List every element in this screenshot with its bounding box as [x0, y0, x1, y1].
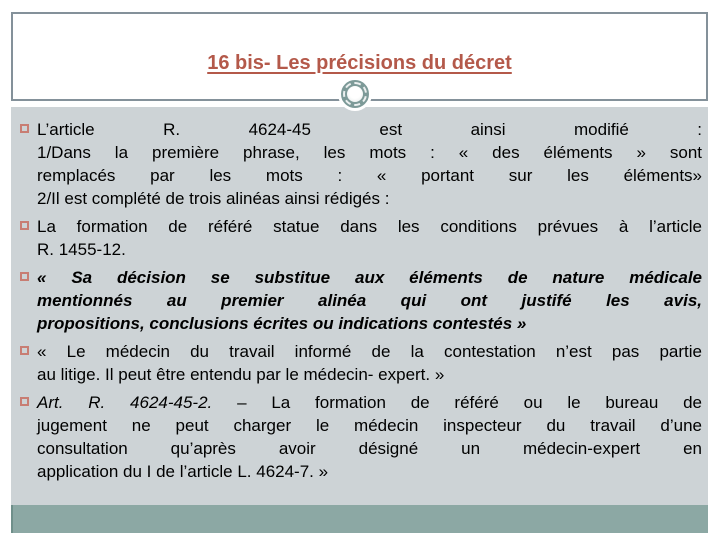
bullet-line: propositions, conclusions écrites ou indications contestés »: [37, 314, 527, 333]
bullet-item: [19, 391, 702, 483]
bullet-text: [37, 215, 702, 261]
bullet-line: remplacés par les mots : « portant sur les éléments»: [37, 166, 702, 185]
bullet-line: mentionnés au premier alinéa qui ont justifé les avis,: [37, 291, 702, 310]
slide-title: 16 bis- Les précisions du décret: [207, 52, 512, 74]
bullet-square-icon: [20, 346, 29, 355]
bullet-line: L’article R. 4624-45 est ainsi modifié :: [37, 120, 702, 139]
bullet-item: [19, 266, 702, 335]
bullet-square-icon: [20, 397, 29, 406]
ring-ornament-icon: [341, 80, 369, 108]
bullet-line: 1/Dans la première phrase, les mots : « des éléments » sont: [37, 143, 702, 162]
bullet-run: – La formation de référé ou le bureau de: [212, 393, 702, 412]
bullet-text: [37, 340, 702, 386]
content-area: [11, 107, 708, 505]
bullet-line: La formation de référé statue dans les conditions prévues à l’article: [37, 217, 702, 236]
bullet-item: [19, 215, 702, 261]
bullet-line: [37, 391, 702, 414]
bullet-line: « Sa décision se substitue aux éléments de nature médicale: [37, 268, 702, 287]
bullet-square-icon: [20, 221, 29, 230]
bullet-text: [37, 391, 702, 483]
bullet-line: jugement ne peut charger le médecin inspecteur du travail d’une: [37, 416, 702, 435]
bullet-text: [37, 118, 702, 210]
bullet-line: consultation qu’après avoir désigné un médecin-expert en: [37, 439, 702, 458]
bullet-text: [37, 266, 702, 335]
bullet-line: « Le médecin du travail informé de la contestation n’est pas partie: [37, 342, 702, 361]
article-reference: Art. R. 4624-45-2.: [37, 393, 213, 412]
bullet-item: [19, 340, 702, 386]
bullet-line: au litige. Il peut être entendu par le médecin- expert. »: [37, 365, 445, 384]
ring-dashes-decoration: [343, 82, 367, 106]
bullet-item: [19, 118, 702, 210]
bullet-line: R. 1455-12.: [37, 240, 126, 259]
bullet-line: 2/Il est complété de trois alinéas ainsi rédigés :: [37, 189, 390, 208]
bullet-square-icon: [20, 272, 29, 281]
footer-band: [11, 505, 708, 533]
bullet-square-icon: [20, 124, 29, 133]
bullet-line: application du I de l’article L. 4624-7. »: [37, 462, 329, 481]
